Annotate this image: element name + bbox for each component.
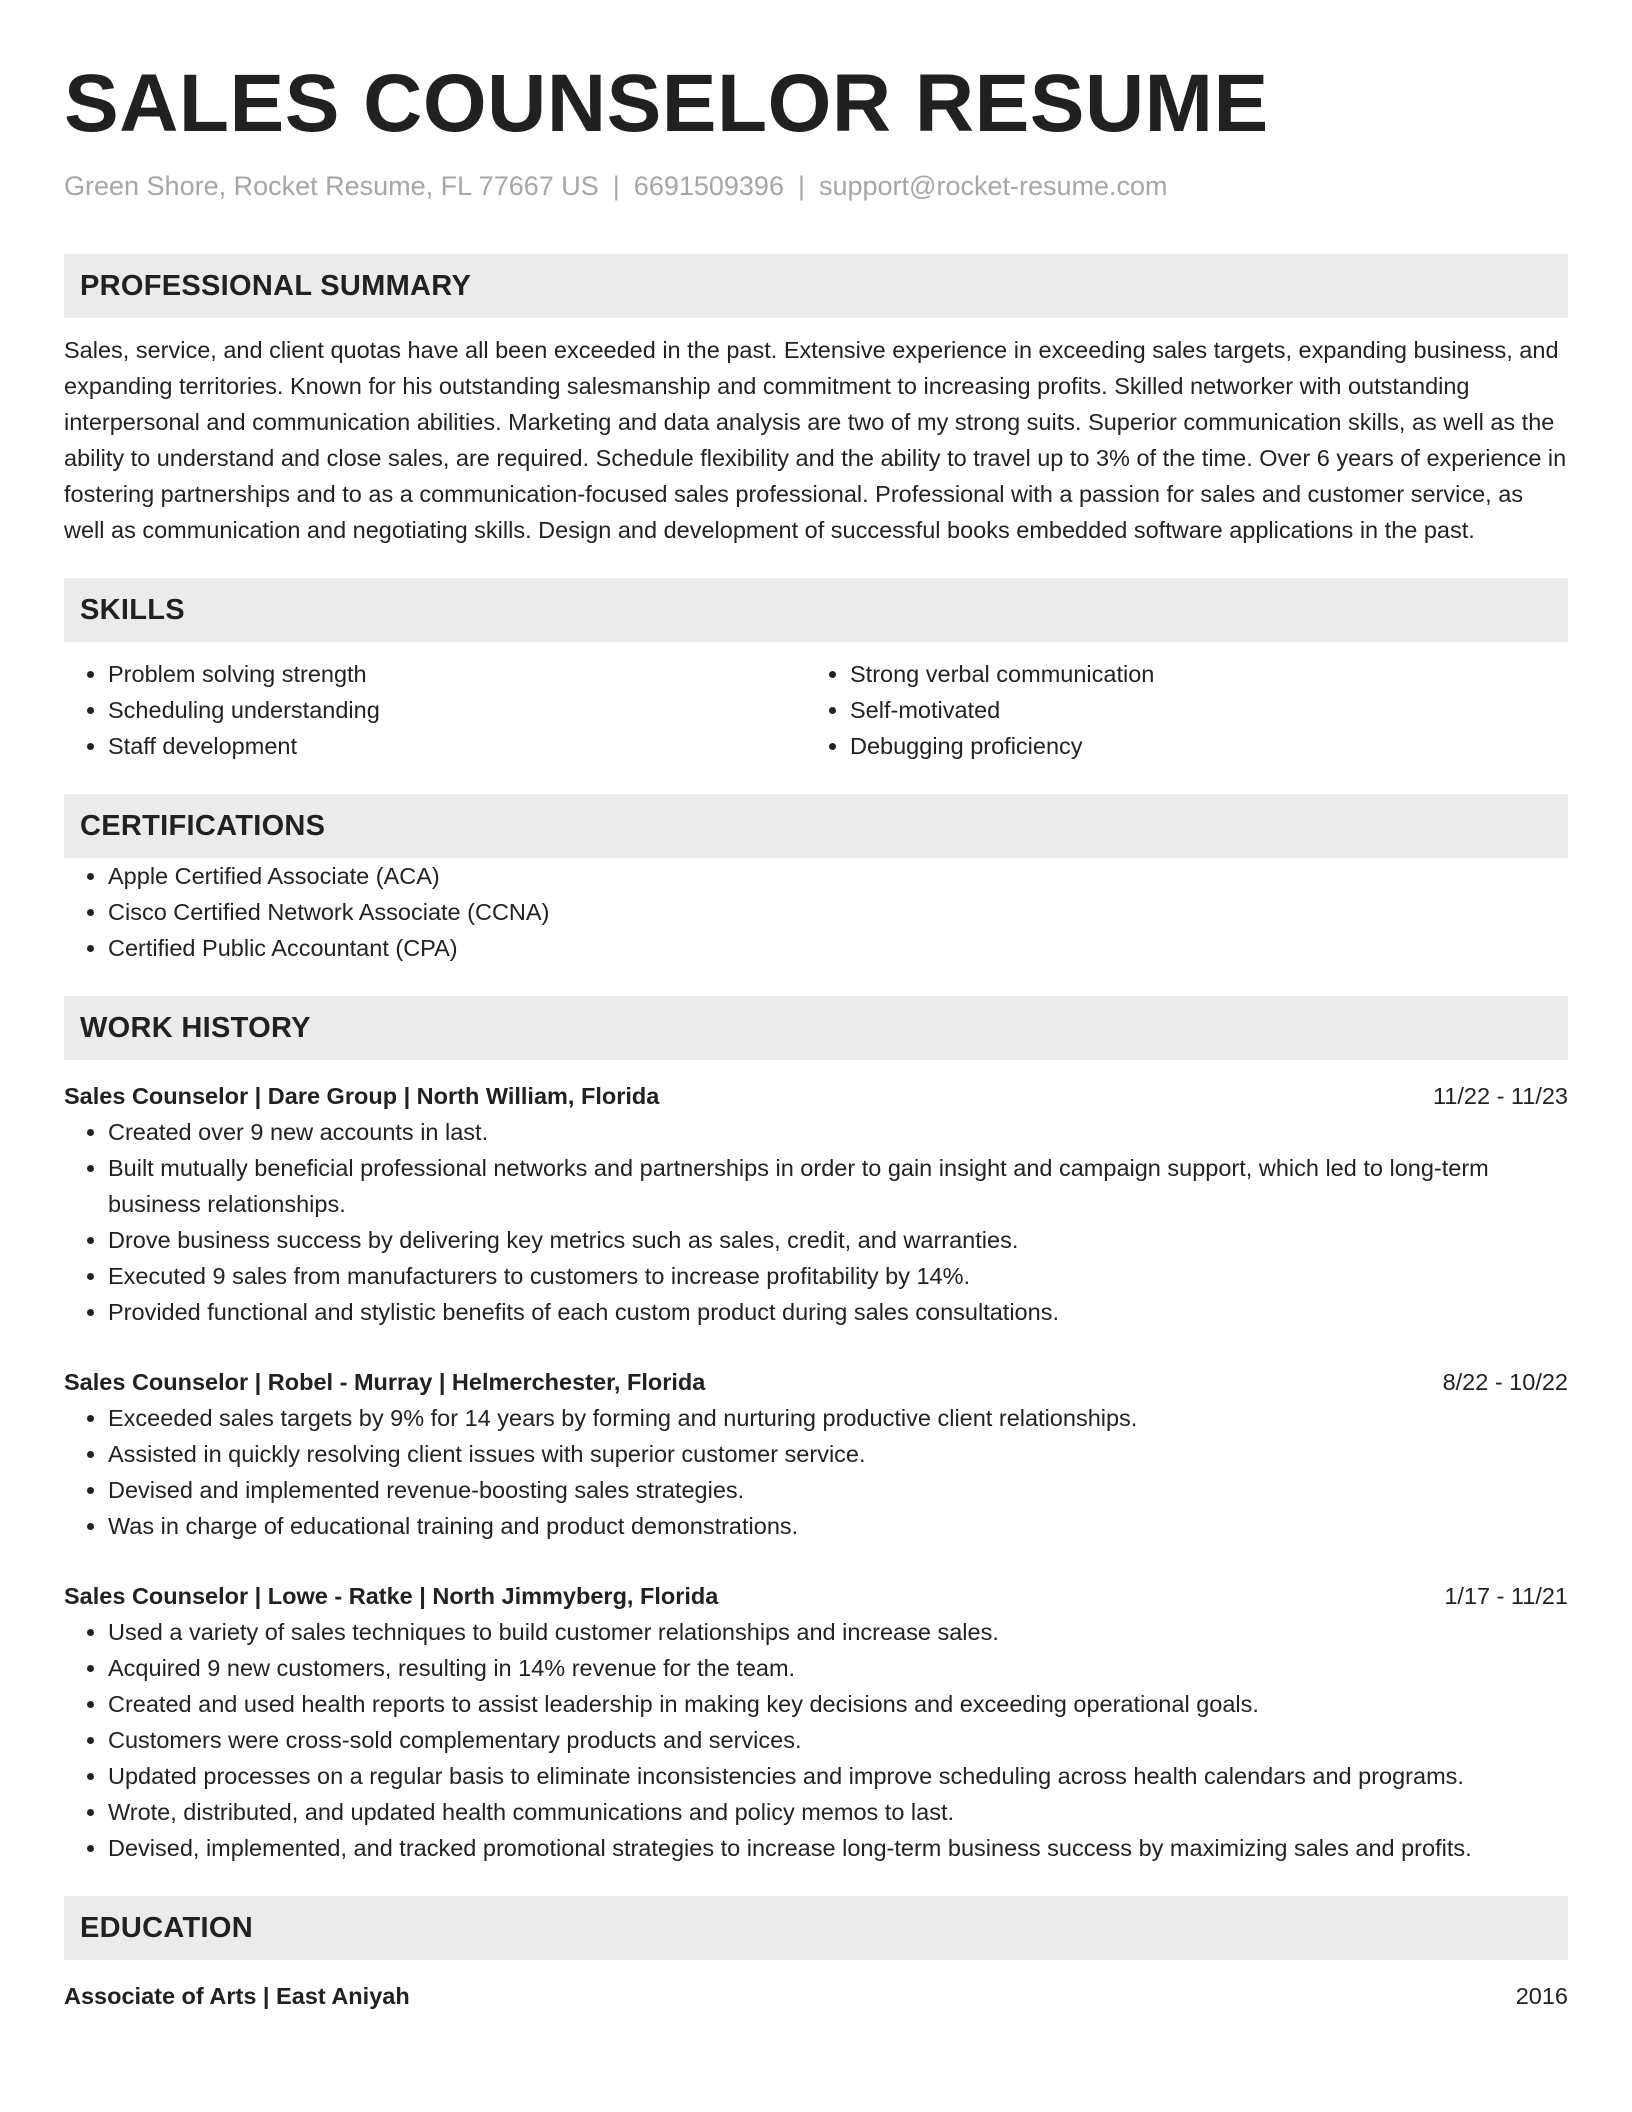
job-bullet: • Acquired 9 new customers, resulting in 14% revenue for the team. [108,1650,1568,1686]
job-bullet: • Created over 9 new accounts in last. [108,1114,1568,1150]
job-bullet: • Provided functional and stylistic benefits of each custom product during sales consultations. [108,1294,1568,1330]
section-header-skills: SKILLS [64,578,1568,642]
skills-list-right [806,656,1548,764]
job-dates: 1/17 - 11/21 [1444,1583,1568,1609]
job-header [64,1078,1568,1114]
contact-address: Green Shore, Rocket Resume, FL 77667 US [64,171,599,201]
job-bullet: • Updated processes on a regular basis to eliminate inconsistencies and improve scheduling across health calendars and programs. [108,1758,1568,1794]
summary-text: Sales, service, and client quotas have all been exceeded in the past. Extensive experience in exceeding sales targets, expanding business, and expanding territories. Known for his outstanding salesmanship and commitment to increasing profits. Skilled networker with outstanding interpersonal and communication abilities. Marketing and data analysis are two of my strong suits. Superior communication skills, as well as the ability to understand and close sales, are required. Schedule flexibility and the ability to travel up to 3% of the time. Over 6 years of experience in fostering partnerships and to as a communication-focused sales professional. Professional with a passion for sales and customer service, as well as communication and negotiating skills. Design and development of successful books embedded software applications in the past. [64,337,1567,543]
skill-item: • Strong verbal communication [850,656,1548,692]
job-title: Sales Counselor | Lowe - Ratke | North Jimmyberg, Florida [64,1583,719,1609]
contact-line [64,168,1568,204]
section-header-certifications: CERTIFICATIONS [64,794,1568,858]
job-header [64,1364,1568,1400]
job-bullet: • Executed 9 sales from manufacturers to customers to increase profitability by 14%. [108,1258,1568,1294]
job-bullets [64,1614,1568,1866]
job-bullet: • Exceeded sales targets by 9% for 14 years by forming and nurturing productive client relationships. [108,1400,1568,1436]
job-bullet: • Built mutually beneficial professional networks and partnerships in order to gain insight and campaign support, which led to long-term business relationships. [108,1150,1568,1222]
job-bullet: • Was in charge of educational training and product demonstrations. [108,1508,1568,1544]
skills-list-left [64,656,806,764]
skill-item: • Self-motivated [850,692,1548,728]
job-header [64,1578,1568,1614]
certification-item: • Certified Public Accountant (CPA) [108,930,1568,966]
job-bullet: • Devised, implemented, and tracked promotional strategies to increase long-term business success by maximizing sales and profits. [108,1830,1568,1866]
education-entry [64,1978,1568,2014]
job-bullet: • Wrote, distributed, and updated health communications and policy memos to last. [108,1794,1568,1830]
job-bullet: • Devised and implemented revenue-boosting sales strategies. [108,1472,1568,1508]
skill-item: • Staff development [108,728,806,764]
job-bullet: • Drove business success by delivering key metrics such as sales, credit, and warranties. [108,1222,1568,1258]
skill-item: • Problem solving strength [108,656,806,692]
skills-grid [64,656,1568,764]
job-bullets [64,1400,1568,1544]
skill-item: • Debugging proficiency [850,728,1548,764]
education-year: 2016 [1515,1983,1568,2009]
certification-item: • Cisco Certified Network Associate (CCNA) [108,894,1568,930]
contact-phone: 6691509396 [633,171,784,201]
job-bullet: • Customers were cross-sold complementary products and services. [108,1722,1568,1758]
job-dates: 11/22 - 11/23 [1432,1083,1568,1109]
job-bullet: • Used a variety of sales techniques to build customer relationships and increase sales. [108,1614,1568,1650]
job-dates: 8/22 - 10/22 [1442,1369,1568,1395]
education-degree: Associate of Arts | East Aniyah [64,1983,410,2009]
resume-title: SALES COUNSELOR RESUME [64,58,1269,149]
certification-item: • Apple Certified Associate (ACA) [108,858,1568,894]
section-header-work-history: WORK HISTORY [64,996,1568,1060]
resume-page [64,0,1568,2014]
job-bullet: • Created and used health reports to assist leadership in making key decisions and exceeding operational goals. [108,1686,1568,1722]
skill-item: • Scheduling understanding [108,692,806,728]
contact-email: support@rocket-resume.com [818,171,1168,201]
job-title: Sales Counselor | Dare Group | North William, Florida [64,1083,660,1109]
section-header-education: EDUCATION [64,1896,1568,1960]
certifications-list [64,858,1568,966]
contact-separator: | [612,171,620,201]
job-bullets [64,1114,1568,1330]
job-bullet: • Assisted in quickly resolving client issues with superior customer service. [108,1436,1568,1472]
section-header-summary: PROFESSIONAL SUMMARY [64,254,1568,318]
job-title: Sales Counselor | Robel - Murray | Helmerchester, Florida [64,1369,706,1395]
contact-separator: | [797,171,805,201]
